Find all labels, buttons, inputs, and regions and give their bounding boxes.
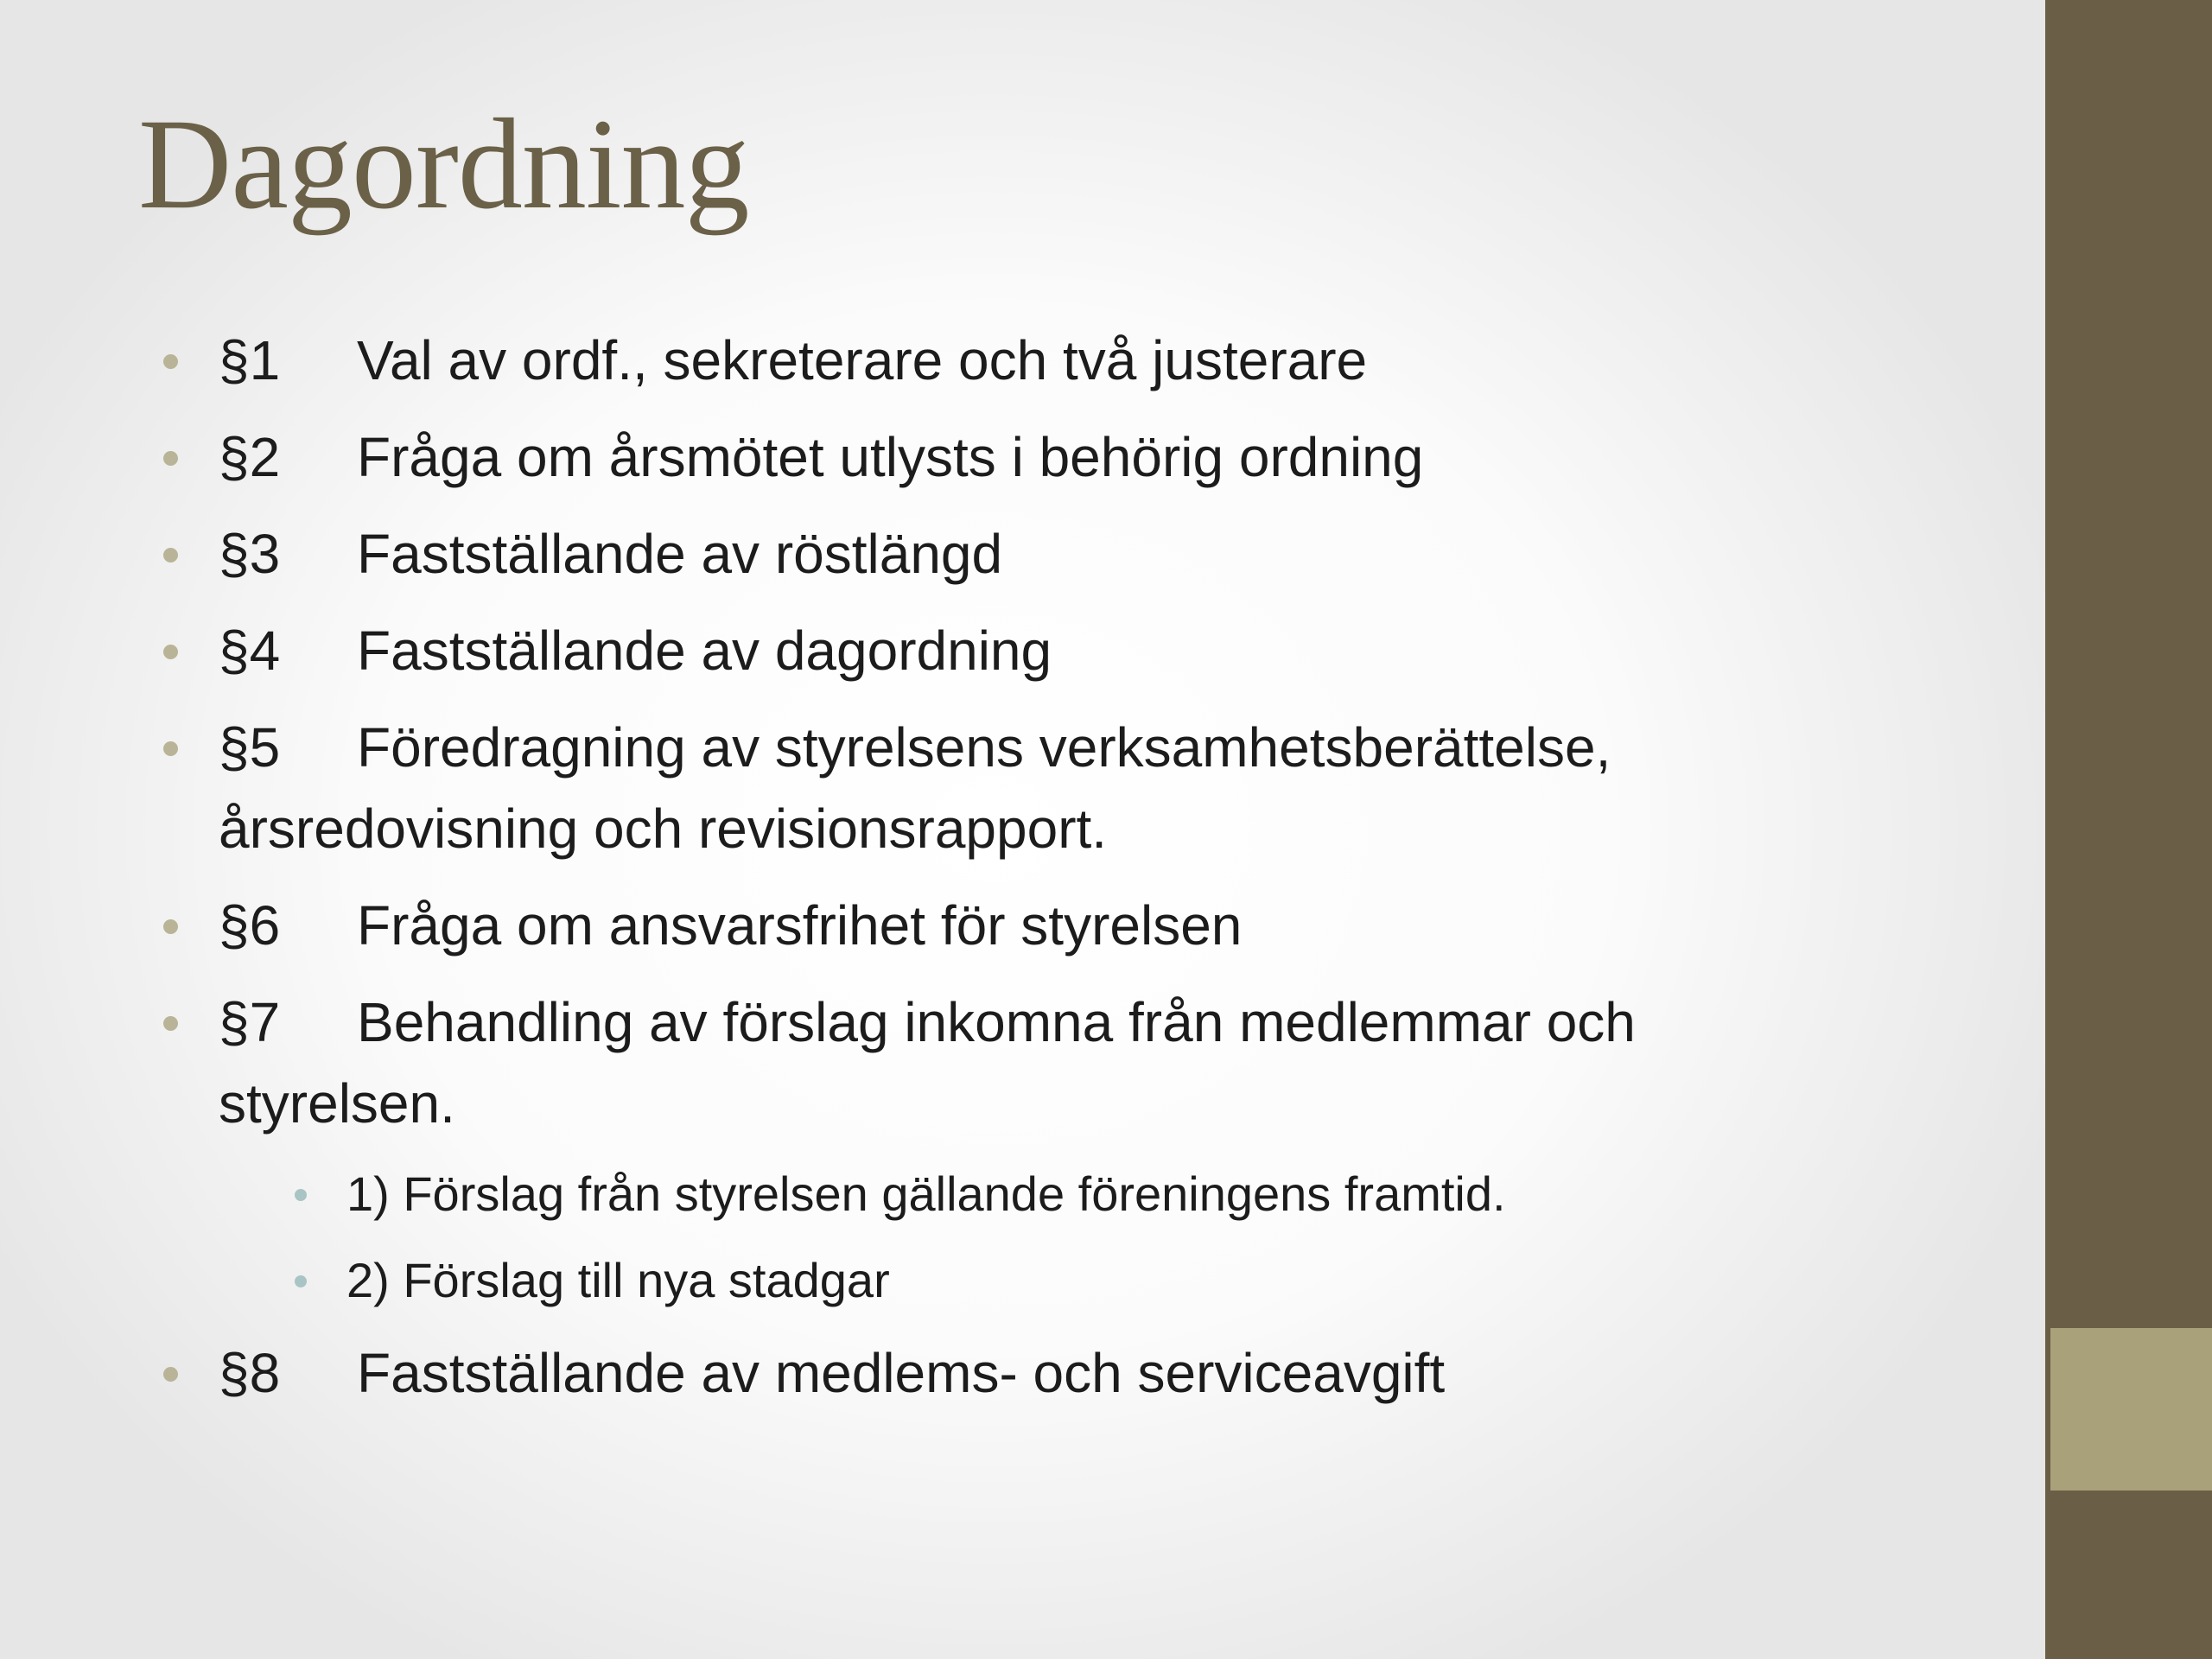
agenda-item-7 xyxy=(160,982,1888,1317)
bullet-icon xyxy=(163,548,178,563)
item-number: §2 xyxy=(219,426,281,488)
bullet-icon xyxy=(163,1367,178,1382)
item-text: Behandling av förslag inkomna från medlemmar och xyxy=(357,991,1636,1053)
agenda-item-3 xyxy=(160,513,1888,594)
sub-item-text: 1) Förslag från styrelsen gällande föreningens framtid. xyxy=(346,1166,1506,1221)
item-text: Val av ordf., sekreterare och två justerare xyxy=(357,329,1368,391)
item-number: §3 xyxy=(219,523,281,585)
item-text-continued: styrelsen. xyxy=(219,1072,455,1135)
item-text: Fråga om årsmötet utlysts i behörig ordning xyxy=(357,426,1424,488)
agenda-item-6 xyxy=(160,885,1888,966)
sub-bullet-icon xyxy=(295,1189,307,1201)
bullet-icon xyxy=(163,919,178,934)
agenda-item-2 xyxy=(160,416,1888,498)
agenda-list xyxy=(160,320,1888,1429)
sub-bullet-icon xyxy=(295,1275,307,1287)
bullet-icon xyxy=(163,354,178,369)
item-text: Fastställande av dagordning xyxy=(357,620,1052,682)
agenda-item-8 xyxy=(160,1332,1888,1414)
item-number: §5 xyxy=(219,716,281,779)
item-text: Föredragning av styrelsens verksamhetsberättelse, xyxy=(357,716,1611,779)
item-text: Fråga om ansvarsfrihet för styrelsen xyxy=(357,894,1243,957)
item-text: Fastställande av röstlängd xyxy=(357,523,1003,585)
item-number: §1 xyxy=(219,329,281,391)
agenda-item-5 xyxy=(160,707,1888,869)
item-number: §8 xyxy=(219,1342,281,1404)
sub-item-2 xyxy=(219,1244,1888,1317)
slide-title: Dagordning xyxy=(138,92,749,236)
sub-list xyxy=(219,1158,1888,1317)
item-number: §7 xyxy=(219,991,281,1053)
bullet-icon xyxy=(163,741,178,756)
item-text: Fastställande av medlems- och serviceavgift xyxy=(357,1342,1446,1404)
bullet-icon xyxy=(163,645,178,659)
sub-item-1 xyxy=(219,1158,1888,1230)
item-number: §4 xyxy=(219,620,281,682)
bullet-icon xyxy=(163,1016,178,1031)
bullet-icon xyxy=(163,451,178,466)
sub-item-text: 2) Förslag till nya stadgar xyxy=(346,1253,890,1307)
agenda-item-4 xyxy=(160,610,1888,691)
item-text-continued: årsredovisning och revisionsrapport. xyxy=(219,798,1108,860)
sidebar-accent-block xyxy=(2050,1328,2212,1491)
item-number: §6 xyxy=(219,894,281,957)
agenda-item-1 xyxy=(160,320,1888,401)
